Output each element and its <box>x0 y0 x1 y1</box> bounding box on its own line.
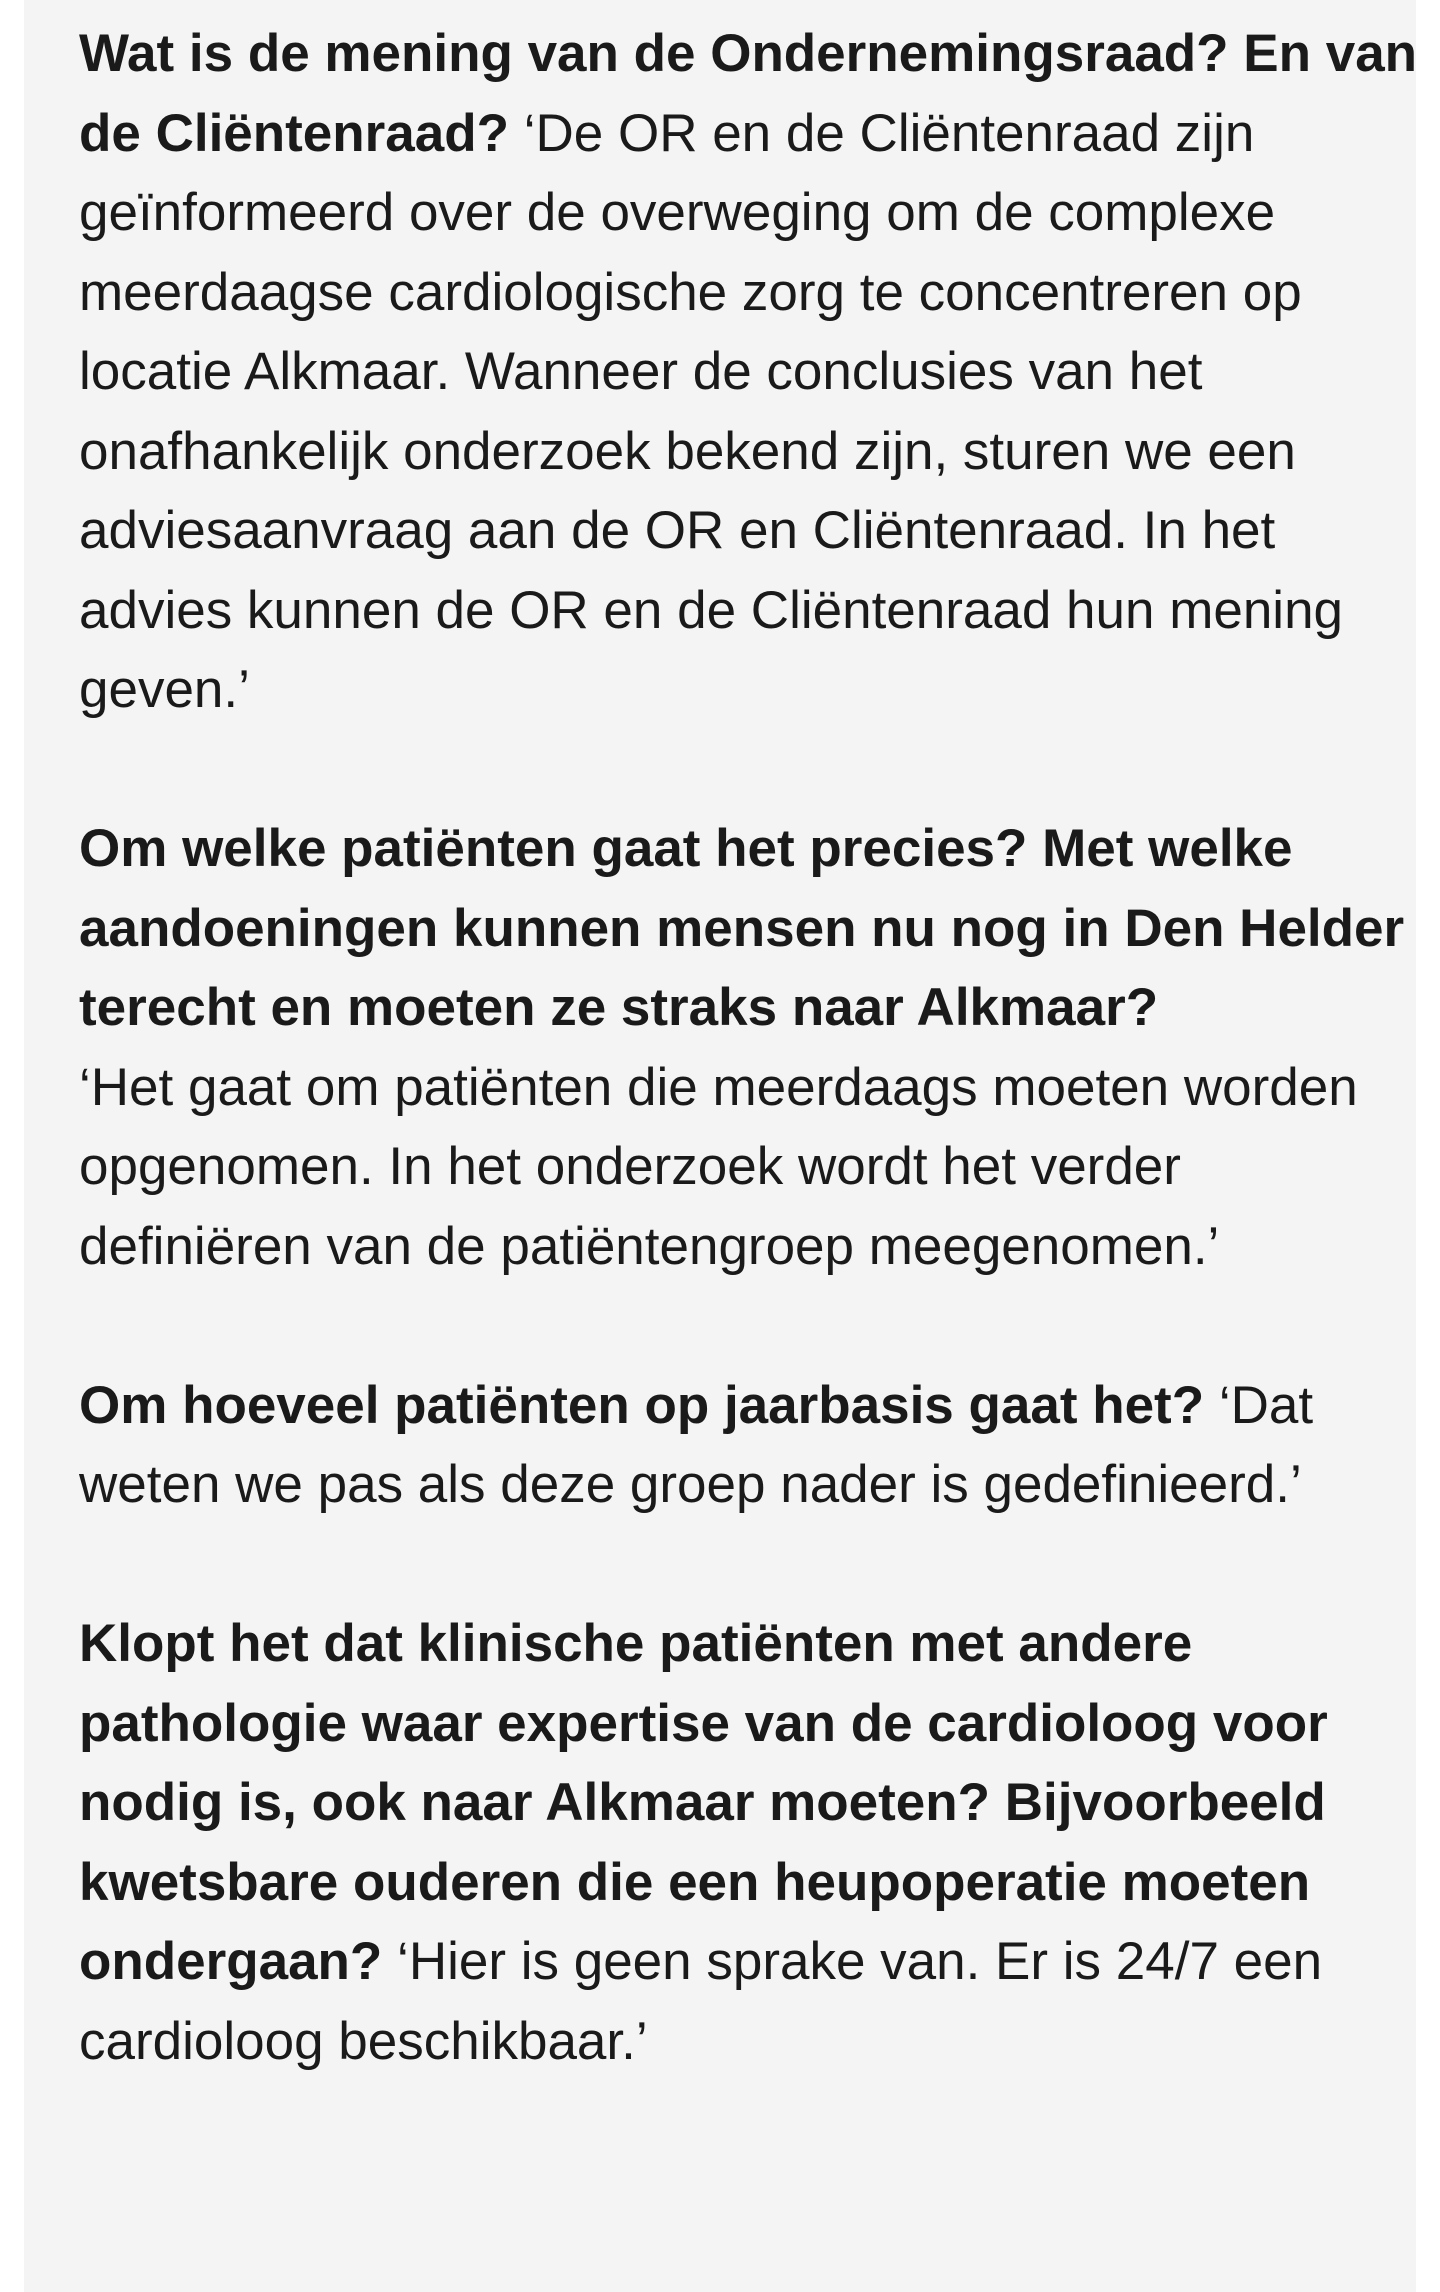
answer: ‘Dat weten we pas als deze groep nader is gedefinieerd.’ <box>79 1375 1314 1514</box>
article-panel <box>24 0 1416 2292</box>
qa-item-how-many-patients <box>79 1366 1419 1525</box>
question: Om hoeveel patiënten op jaarbasis gaat het? <box>79 1375 1205 1435</box>
qa-item-which-patients <box>79 809 1419 1286</box>
answer: ‘De OR en de Cliëntenraad zijn geïnformeerd over de overweging om de complexe meerdaagse cardiologische zorg te concentreren op locatie Alkmaar. Wanneer de conclusies van het onafhankelijk onderzoek bekend zijn, sturen we een adviesaanvraag aan de OR en Cliëntenraad. In het advies kunnen de OR en de Cliëntenraad hun mening geven.’ <box>79 103 1344 719</box>
question: Klopt het dat klinische patiënten met andere pathologie waar expertise van de cardioloog voor nodig is, ook naar Alkmaar moeten? Bijvoorbeeld kwetsbare ouderen die een heupoperatie moeten ondergaan? <box>79 1614 1328 1991</box>
qa-item-other-pathology <box>79 1604 1419 2081</box>
answer: ‘Het gaat om patiënten die meerdaags moeten worden opgenomen. In het onderzoek wordt het verder definiëren van de patiëntengroep meegenomen.’ <box>79 1057 1358 1276</box>
article-body <box>79 14 1419 2081</box>
question: Wat is de mening van de Ondernemingsraad? En van de Cliëntenraad? <box>79 24 1418 163</box>
qa-item-or-clientenraad <box>79 14 1419 730</box>
answer: ‘Hier is geen sprake van. Er is 24/7 een cardioloog beschikbaar.’ <box>79 1932 1323 2071</box>
question: Om welke patiënten gaat het precies? Met welke aandoeningen kunnen mensen nu nog in Den Helder terecht en moeten ze straks naar Alkmaar? <box>79 819 1405 1037</box>
